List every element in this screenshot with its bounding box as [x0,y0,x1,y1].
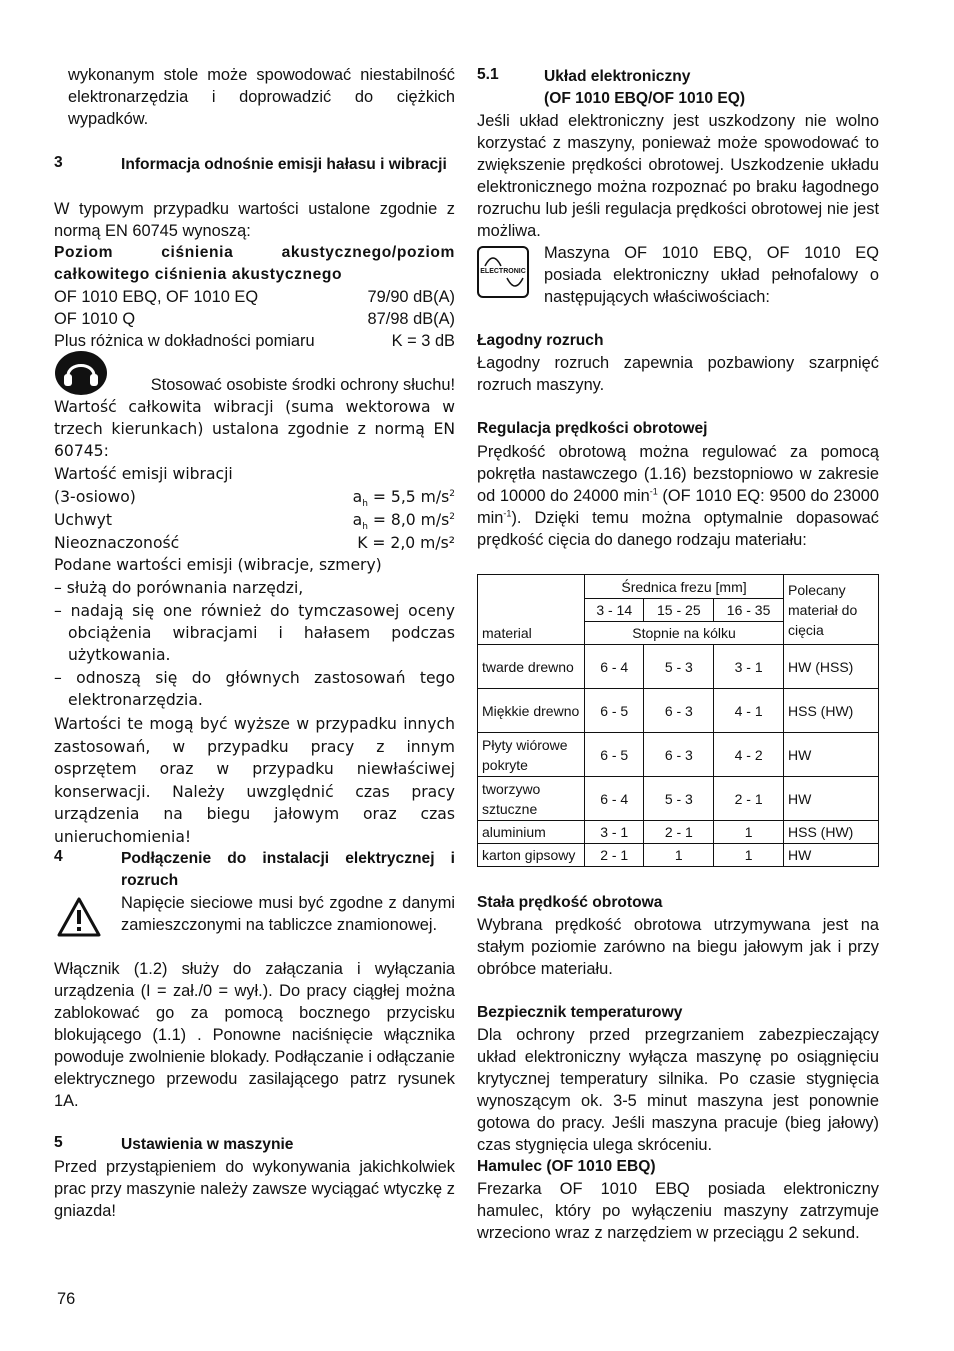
electronics-text: Jeśli układ elektroniczny jest uszkodzony nie wolno korzystać z maszyny, ponieważ może spowodować to zwiększenie prędkości obrotowej. Uszkodzenie układu elektronicznego można rozpoznać po braku łagodnego rozruchu lub jeśli regulacja prędkości obrotowej nie jest możliwa. [477,112,879,240]
soft-start-text: Łagodny rozruch zapewnia pozbawiony szarpnięć rozruch maszyny. [477,354,879,394]
table-col-header: 3 - 14 [585,599,644,622]
vibration-row: Uchwyt $a_h = 8,0$ $m/s^2$ [54,511,455,533]
given-values: Podane wartości emisji (wibracje, szmery) [54,556,382,574]
section-5-heading: 5 Ustawienia w maszynie [54,1134,294,1153]
emission-title: Wartość emisji wibracji [54,465,233,483]
thermal-fuse-title: Bezpiecznik temperaturowy [477,1004,683,1021]
electronic-icon [477,246,529,298]
section-5-text: Przed przystąpieniem do wykonywania jakichkolwiek prac przy maszynie należy zawsze wyciągać wtyczkę z gniazda! [54,1158,455,1220]
table-row: tworzywo sztuczne 6 - 4 5 - 3 2 - 1 HW [478,777,879,821]
noise-row: OF 1010 Q 87/98 dB(A) [54,310,455,328]
speed-control-title: Regulacja prędkości obrotowej [477,420,708,437]
electronics-icon-text: Maszyna OF 1010 EBQ, OF 1010 EQ posiada elektroniczny układ pełnofalowy o następujących właściwościach: [544,244,879,306]
section-3-heading [54,154,455,176]
table-row: karton gipsowy 2 - 1 1 1 HW [478,844,879,867]
brake-title: Hamulec (OF 1010 EBQ) [477,1158,656,1175]
bullet-item: – służą do porównania narzędzi, [54,579,304,597]
bullet-item: – nadają się one również do tymczasowej oceny obciążenia wibracjami i hałasem podczas użytkowania. [54,602,455,664]
noise-level-heading: Poziom ciśnienia akustycznego/poziom całkowitego ciśnienia akustycznego [54,244,455,283]
switch-text: Włącznik (1.2) służy do załączania i wyłączania urządzenia (I = zał./0 = wył.). Do pracy ciągłej można zablokować go za pomocą bocznego przycisku blokującego (1.1) . Ponowne naciśnięcie włącznika powoduje zwolnienie blokady. Podłączanie i odłączanie elektrycznego przewodu zasilającego patrz rysunek 1A. [54,960,455,1110]
section-4-heading: 4 Podłączenie do instalacji elektrycznej i rozruch [54,848,455,889]
table-header-material: material [478,575,585,645]
speed-table [477,574,879,867]
vibration-row: (3-osiowo) $a_h = 5,5$ $m/s^2$ [54,488,455,510]
noise-row: OF 1010 EBQ, OF 1010 EQ 79/90 dB(A) [54,288,455,306]
hearing-protection-icon [54,350,108,396]
constant-speed-text: Wybrana prędkość obrotowa utrzymywana jest na stałym poziomie zarówno na biegu jałowym jak i przy obróbce materiału. [477,916,879,978]
table-row: aluminium 3 - 1 2 - 1 1 HSS (HW) [478,821,879,844]
vibration-text: Wartość całkowita wibracji (suma wektorowa w trzech kierunkach) ustalona zgodnie z normą EN 60745: [54,398,455,460]
warning-icon [56,896,102,938]
table-row: Miękkie drewno 6 - 5 6 - 3 4 - 1 HSS (HW) [478,689,879,733]
section-title: Informacja odnośnie emisji hałasu i wibracji [121,156,447,173]
thermal-fuse-text: Dla ochrony przed przegrzaniem zabezpieczający układ elektroniczny wyłącza maszynę po osiągnięciu krytycznej temperatury silnika. Po czasie stygnięcia wynoszącym ok. 3-5 minut maszyna jest ponownie gotowa do pracy. Jeśli maszyna pracuje (bieg jałowy) czas stygnięcia ulega skróceniu. [477,1026,879,1154]
noise-row: Plus różnica w dokładności pomiaru K = 3 dB [54,332,455,350]
page-number: 76 [57,1290,76,1308]
table-header-diameter: Średnica frezu [mm] [585,575,784,599]
section-number: 3 [54,154,63,171]
table-header-stage: Stopnie na kólku [585,622,784,645]
vibration-row: Nieoznaczoność K = 2,0 m/s² [54,534,455,552]
constant-speed-title: Stała prędkość obrotowa [477,894,663,911]
soft-start-title: Łagodny rozruch [477,332,604,349]
bullet-item: – odnoszą się do głównych zastosowań tego elektronarzędzia. [54,669,455,709]
icon-label: ELECTRONIC [480,268,526,275]
closing-text: Wartości te mogą być wyższe w przypadku innych zastosowań, w przypadku pracy z innym osprzętem oraz w przypadku niewłaściwej konserwacji. Należy uwzględnić czas pracy urządzenia na biegu jałowym oraz czas unieruchomienia! [54,715,455,846]
voltage-warning: Napięcie sieciowe musi być zgodne z danymi zamieszczonymi na tabliczce znamionowej. [121,894,455,934]
table-col-header: 15 - 25 [644,599,714,622]
intro-text: wykonanym stole może spowodować niestabilność elektronarzędzia i doprowadzić do ciężkich wypadków. [68,66,455,128]
table-header-recommended: Polecany materiał do cięcia [784,575,879,645]
speed-control-text: Prędkość obrotową można regulować za pomocą pokrętła nastawczego (1.16) bezstopniowo w zakresie od 10000 do 24000 $\min^{-1} (OF$ 1010 EQ: 9500 do 23000 $\min^{-1}$). Dzięki temu można optymalnie dopasować prędkość cięcia do danego rodzaju materiału: [477,443,879,549]
table-row: Płyty wiórowe pokryte 6 - 5 6 - 3 4 - 2 HW [478,733,879,777]
brake-text: Frezarka OF 1010 EBQ posiada elektroniczny hamulec, który po wyłączeniu maszyny zatrzymuje wrzeciono wraz z narzędziem w przeciągu 2 sekund. [477,1180,879,1242]
table-col-header: 16 - 35 [714,599,784,622]
section-3-intro: W typowym przypadku wartości ustalone zgodnie z normą EN 60745 wynoszą: [54,200,455,240]
section-5-1-heading: 5.1 Układ elektroniczny (OF 1010 EBQ/OF 1010 EQ) [477,66,746,107]
table-row: twarde drewno 6 - 4 5 - 3 3 - 1 HW (HSS) [478,645,879,689]
